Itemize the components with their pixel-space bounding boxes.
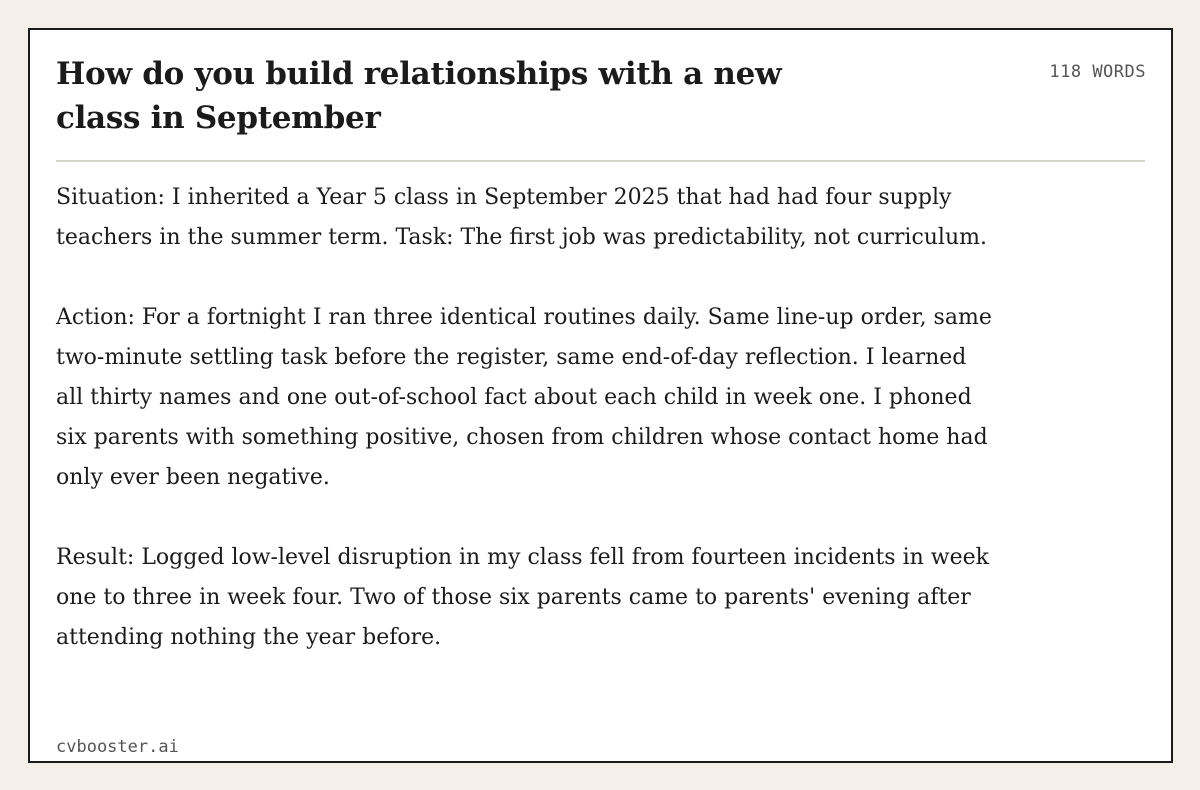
paragraph-result: Result: Logged low-level disruption in my class fell from fourteen incidents in week one to three in week four. Two of those six parents came to parents' evening after attending nothing the year before. — [56, 545, 989, 650]
paragraph-situation: Situation: I inherited a Year 5 class in September 2025 that had had four supply teachers in the summer term. Task: The first job was predictability, not curriculum. — [56, 185, 987, 250]
card-header — [56, 52, 1146, 162]
question-title: How do you build relationships with a new class in September — [56, 56, 782, 136]
footer-brand: cvbooster.ai — [56, 737, 179, 757]
header-divider — [56, 160, 1145, 162]
paragraph-action: Action: For a fortnight I ran three identical routines daily. Same line-up order, same two-minute settling task before the register, same end-of-day reflection. I learned all thirty names and one out-of-school fact about each child in week one. I phoned six parents with something positive, chosen from children whose contact home had only ever been negative. — [56, 305, 992, 490]
answer-body — [56, 178, 996, 658]
word-count-label: 118 WORDS — [1049, 62, 1146, 82]
answer-card — [28, 28, 1173, 763]
